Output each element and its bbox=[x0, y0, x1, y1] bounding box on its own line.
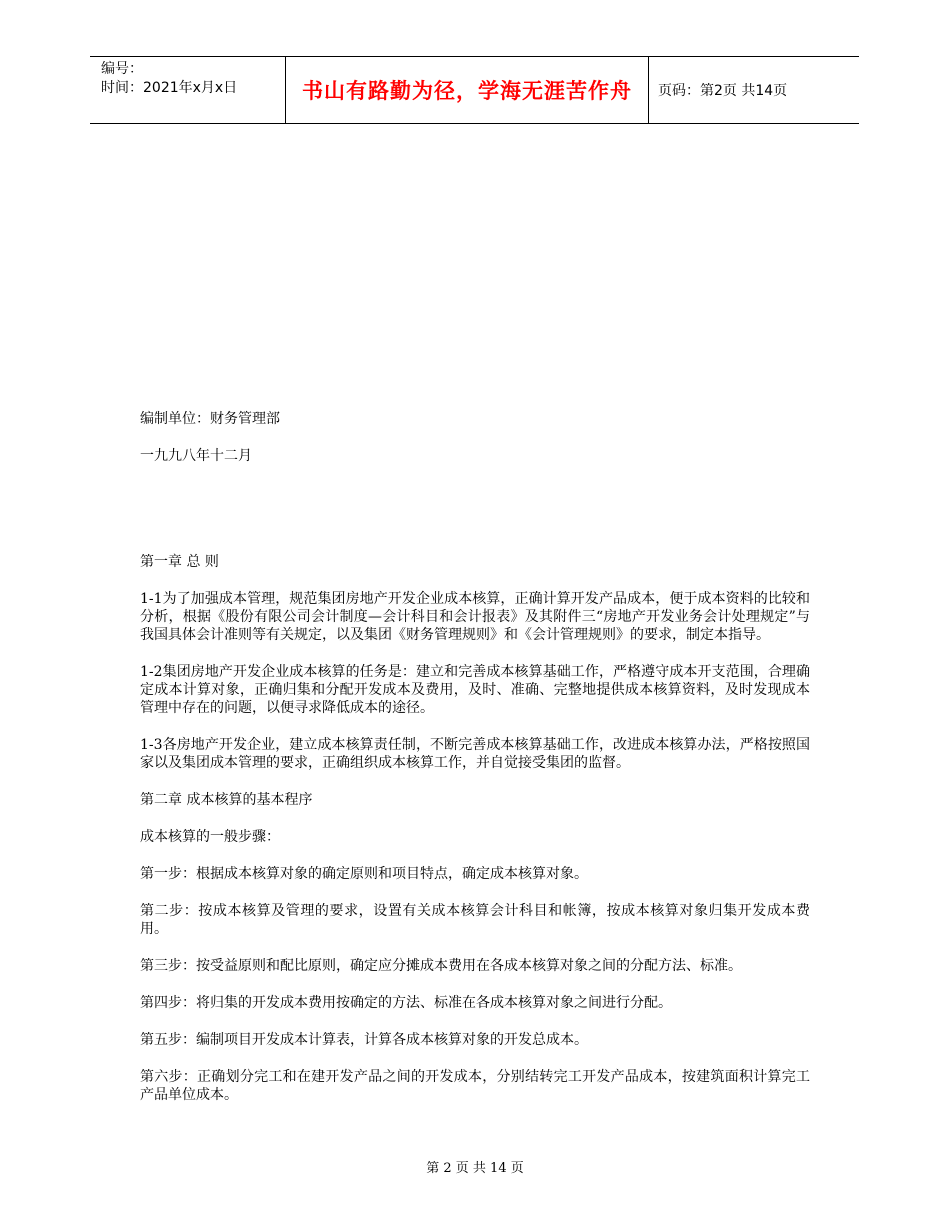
chapter-1-heading: 第一章 总 则 bbox=[140, 554, 219, 570]
compile-date: 一九九八年十二月 bbox=[140, 448, 252, 464]
chapter-2-heading: 第二章 成本核算的基本程序 bbox=[140, 792, 313, 808]
page-header bbox=[90, 56, 859, 124]
clause-1-1: 1-1为了加强成本管理，规范集团房地产开发企业成本核算，正确计算开发产品成本，便于成本资料的比较和分析，根据《股份有限公司会计制度—会计科目和会计报表》及其附件三“房地产开发业务会计处理规定”与我国具体会计准则等有关规定，以及集团《财务管理规则》和《会计管理规则》的要求，制定本指导。 bbox=[140, 591, 810, 643]
clause-1-2: 1-2集团房地产开发企业成本核算的任务是：建立和完善成本核算基础工作，严格遵守成本开支范围，合理确定成本计算对象，正确归集和分配开发成本及费用，及时、准确、完整地提供成本核算资料，及时发现成本管理中存在的问题，以便寻求降低成本的途径。 bbox=[140, 664, 810, 716]
serial-label: 编号： bbox=[101, 61, 143, 77]
time-label: 时间：2021年x月x日 bbox=[101, 80, 238, 96]
step-5: 第五步：编制项目开发成本计算表，计算各成本核算对象的开发总成本。 bbox=[140, 1032, 588, 1048]
header-meta bbox=[90, 57, 286, 123]
step-1: 第一步：根据成本核算对象的确定原则和项目特点，确定成本核算对象。 bbox=[140, 866, 588, 882]
step-4: 第四步：将归集的开发成本费用按确定的方法、标准在各成本核算对象之间进行分配。 bbox=[140, 995, 672, 1011]
compiling-unit: 编制单位：财务管理部 bbox=[140, 411, 280, 427]
step-2: 第二步：按成本核算及管理的要求，设置有关成本核算会计科目和帐簿，按成本核算对象归集开发成本费用。 bbox=[140, 903, 810, 937]
header-motto: 书山有路勤为径，学海无涯苦作舟 bbox=[286, 57, 649, 123]
document-body bbox=[140, 410, 810, 1123]
step-3: 第三步：按受益原则和配比原则，确定应分摊成本费用在各成本核算对象之间的分配方法、标准。 bbox=[140, 958, 742, 974]
step-6: 第六步：正确划分完工和在建开发产品之间的开发成本，分别结转完工开发产品成本，按建筑面积计算完工产品单位成本。 bbox=[140, 1069, 810, 1103]
header-page-info: 页码：第2页 共14页 bbox=[658, 83, 788, 99]
steps-intro: 成本核算的一般步骤： bbox=[140, 829, 280, 845]
page-footer: 第 2 页 共 14 页 bbox=[426, 1161, 524, 1176]
clause-1-3: 1-3各房地产开发企业，建立成本核算责任制，不断完善成本核算基础工作，改进成本核算办法，严格按照国家以及集团成本管理的要求，正确组织成本核算工作，并自觉接受集团的监督。 bbox=[140, 737, 810, 771]
